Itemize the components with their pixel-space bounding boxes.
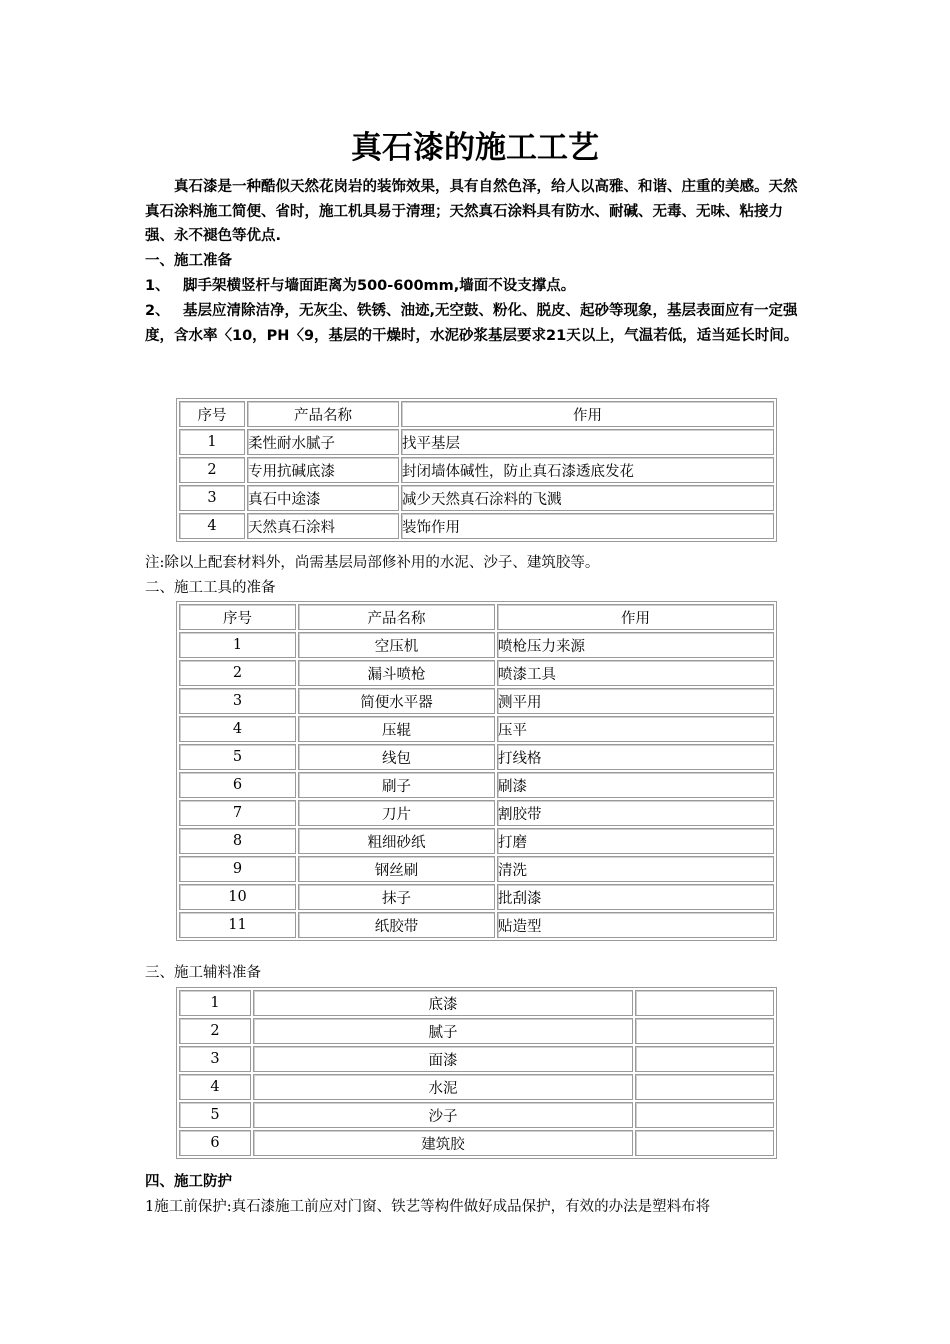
cell-tool: 粗细砂纸 xyxy=(298,828,495,854)
cell-empty xyxy=(635,1046,774,1072)
cell-tool: 钢丝刷 xyxy=(298,856,495,882)
cell-purpose: 贴造型 xyxy=(497,912,774,938)
cell-empty xyxy=(635,990,774,1016)
table-row xyxy=(179,884,774,910)
auxiliary-materials-table xyxy=(176,987,777,1159)
cell-purpose: 找平基层 xyxy=(401,429,774,455)
table-row xyxy=(179,828,774,854)
cell-material: 底漆 xyxy=(253,990,633,1016)
section4-text: 1施工前保护:真石漆施工前应对门窗、铁艺等构件做好成品保护，有效的办法是塑料布将 xyxy=(145,1199,711,1215)
cell-tool: 简便水平器 xyxy=(298,688,495,714)
cell-index: 5 xyxy=(179,744,296,770)
cell-index: 1 xyxy=(179,632,296,658)
table-row xyxy=(179,856,774,882)
cell-product: 柔性耐水腻子 xyxy=(247,429,399,455)
cell-empty xyxy=(635,1130,774,1156)
table-row xyxy=(179,688,774,714)
cell-empty xyxy=(635,1018,774,1044)
cell-tool: 压辊 xyxy=(298,716,495,742)
cell-empty xyxy=(635,1074,774,1100)
cell-purpose: 减少天然真石涂料的飞溅 xyxy=(401,485,774,511)
cell-material: 沙子 xyxy=(253,1102,633,1128)
cell-purpose: 批刮漆 xyxy=(497,884,774,910)
table-row xyxy=(179,716,774,742)
cell-index: 6 xyxy=(179,1130,251,1156)
item2-text: 基层应清除洁净，无灰尘、铁锈、油迹,无空鼓、粉化、脱皮、起砂等现象，基层表面应有一定强度，含水率〈10，PH〈9，基层的干燥时，水泥砂浆基层要求21天以上，气温若低，适当延长时间。 xyxy=(145,303,799,344)
section4-heading: 四、施工防护 xyxy=(145,1174,232,1190)
cell-index: 3 xyxy=(179,688,296,714)
cell-index: 2 xyxy=(179,1018,251,1044)
header-cell: 序号 xyxy=(179,401,245,427)
cell-index: 4 xyxy=(179,716,296,742)
cell-index: 4 xyxy=(179,1074,251,1100)
item1-number: 1、 xyxy=(145,278,170,294)
cell-index: 9 xyxy=(179,856,296,882)
cell-purpose: 喷漆工具 xyxy=(497,660,774,686)
cell-index: 6 xyxy=(179,772,296,798)
section1-heading: 一、施工准备 xyxy=(145,253,232,269)
header-cell: 产品名称 xyxy=(298,604,495,630)
table-row xyxy=(179,744,774,770)
page-title: 真石漆的施工工艺 xyxy=(351,130,599,166)
header-cell: 序号 xyxy=(179,604,296,630)
cell-material: 水泥 xyxy=(253,1074,633,1100)
cell-purpose: 压平 xyxy=(497,716,774,742)
cell-index: 1 xyxy=(179,990,251,1016)
table-row xyxy=(179,632,774,658)
materials-table xyxy=(176,398,777,542)
cell-tool: 刀片 xyxy=(298,800,495,826)
table-header-row xyxy=(179,401,774,427)
cell-product: 真石中途漆 xyxy=(247,485,399,511)
header-cell: 产品名称 xyxy=(247,401,399,427)
table-row xyxy=(179,1074,774,1100)
cell-material: 腻子 xyxy=(253,1018,633,1044)
tools-table xyxy=(176,601,777,941)
table-row xyxy=(179,1018,774,1044)
table-row xyxy=(179,485,774,511)
cell-index: 1 xyxy=(179,429,245,455)
header-cell: 作用 xyxy=(497,604,774,630)
table-row xyxy=(179,1102,774,1128)
table-row xyxy=(179,513,774,539)
section1-item2 xyxy=(145,299,807,349)
table-row xyxy=(179,990,774,1016)
table-row xyxy=(179,1130,774,1156)
cell-purpose: 打线格 xyxy=(497,744,774,770)
cell-product: 天然真石涂料 xyxy=(247,513,399,539)
cell-index: 2 xyxy=(179,660,296,686)
table-row xyxy=(179,660,774,686)
cell-tool: 刷子 xyxy=(298,772,495,798)
section2-heading: 二、施工工具的准备 xyxy=(145,580,276,596)
section3-heading: 三、施工辅料准备 xyxy=(145,965,261,981)
table-row xyxy=(179,457,774,483)
section1-item1 xyxy=(145,275,575,297)
table-row xyxy=(179,1046,774,1072)
cell-purpose: 装饰作用 xyxy=(401,513,774,539)
cell-index: 11 xyxy=(179,912,296,938)
cell-purpose: 打磨 xyxy=(497,828,774,854)
cell-tool: 线包 xyxy=(298,744,495,770)
cell-index: 7 xyxy=(179,800,296,826)
cell-index: 3 xyxy=(179,1046,251,1072)
cell-index: 4 xyxy=(179,513,245,539)
cell-product: 专用抗碱底漆 xyxy=(247,457,399,483)
table-row xyxy=(179,912,774,938)
cell-purpose: 刷漆 xyxy=(497,772,774,798)
cell-tool: 纸胶带 xyxy=(298,912,495,938)
cell-tool: 抹子 xyxy=(298,884,495,910)
cell-index: 5 xyxy=(179,1102,251,1128)
cell-purpose: 封闭墙体碱性，防止真石漆透底发花 xyxy=(401,457,774,483)
cell-index: 3 xyxy=(179,485,245,511)
cell-purpose: 割胶带 xyxy=(497,800,774,826)
header-cell: 作用 xyxy=(401,401,774,427)
cell-purpose: 测平用 xyxy=(497,688,774,714)
table-row xyxy=(179,772,774,798)
item2-number: 2、 xyxy=(145,303,170,319)
cell-tool: 空压机 xyxy=(298,632,495,658)
cell-purpose: 清洗 xyxy=(497,856,774,882)
table-header-row xyxy=(179,604,774,630)
cell-index: 10 xyxy=(179,884,296,910)
cell-empty xyxy=(635,1102,774,1128)
table-row xyxy=(179,429,774,455)
cell-material: 面漆 xyxy=(253,1046,633,1072)
cell-purpose: 喷枪压力来源 xyxy=(497,632,774,658)
cell-index: 8 xyxy=(179,828,296,854)
intro-paragraph: 真石漆是一种酷似天然花岗岩的装饰效果，具有自然色泽，给人以高雅、和谐、庄重的美感。天然真石涂料施工简便、省时，施工机具易于清理；天然真石涂料具有防水、耐碱、无毒、无味、粘接力强、永不褪色等优点. xyxy=(145,179,798,244)
item1-text: 脚手架横竖杆与墙面距离为500-600mm,墙面不设支撑点。 xyxy=(183,278,576,294)
materials-note: 注:除以上配套材料外，尚需基层局部修补用的水泥、沙子、建筑胶等。 xyxy=(145,555,600,571)
cell-index: 2 xyxy=(179,457,245,483)
cell-material: 建筑胶 xyxy=(253,1130,633,1156)
table-row xyxy=(179,800,774,826)
cell-tool: 漏斗喷枪 xyxy=(298,660,495,686)
